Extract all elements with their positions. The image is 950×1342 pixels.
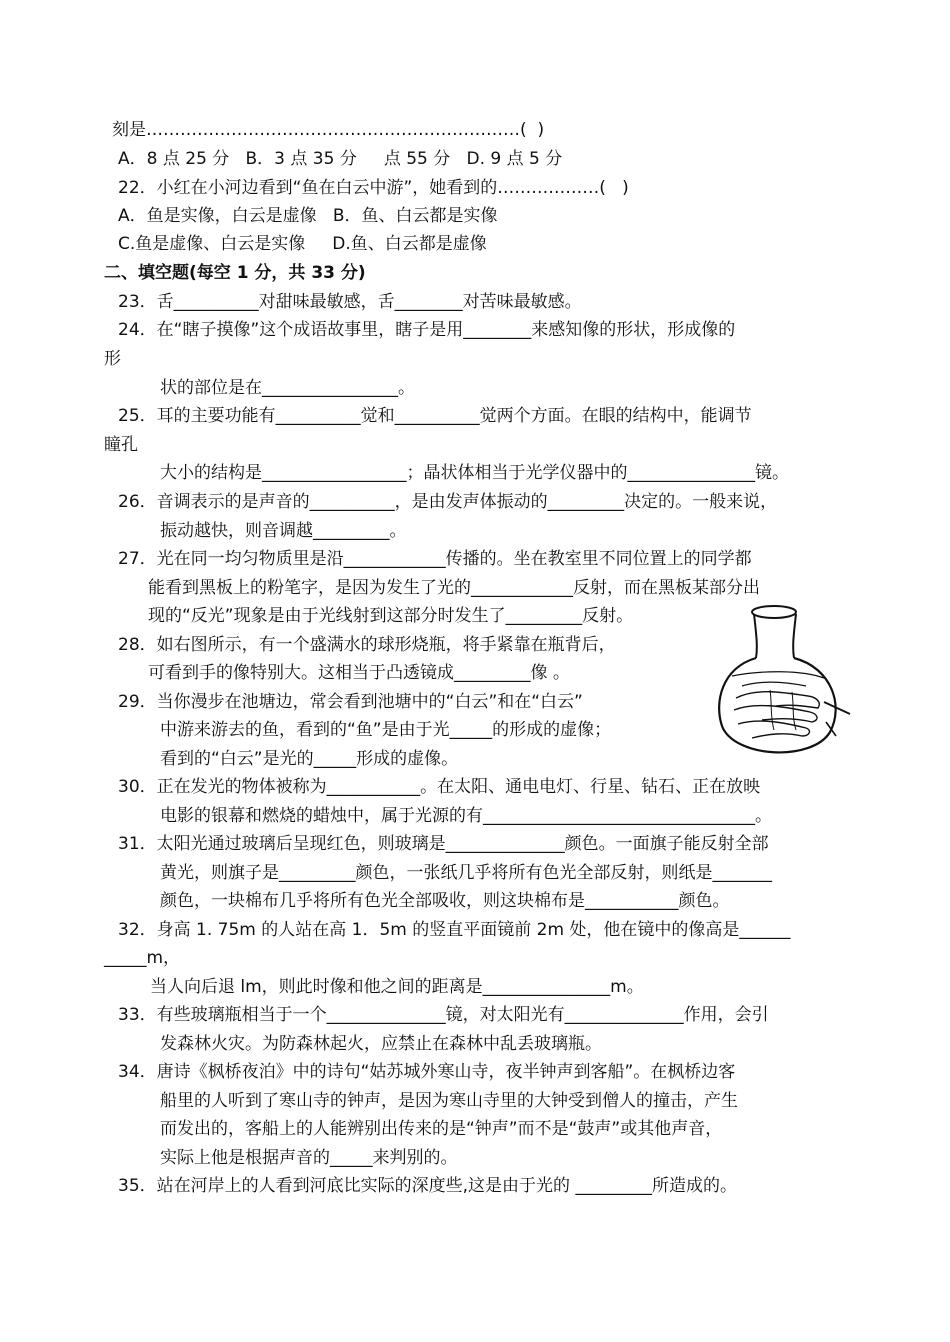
text-line: A．鱼是实像，白云是虚像 B．鱼、白云都是实像 — [118, 206, 498, 226]
text-line: 状的部位是在________________。 — [160, 378, 415, 398]
flask-with-hand-illustration — [712, 602, 852, 762]
text-line: 瞳孔 — [104, 435, 138, 455]
text-line: 刻是…………………………………………………………( ) — [112, 120, 545, 140]
text-line: 25．耳的主要功能有__________觉和__________觉两个方面。在眼的结构中，能调节 — [118, 406, 752, 426]
text-line: 30．正在发光的物体被称为___________。在太阳、通电电灯、行星、钻石、正在放映 — [118, 777, 761, 797]
text-line: 黄光，则旗子是_________颜色，一张纸几乎将所有色光全部反射，则纸是_______ — [160, 863, 772, 883]
text-line: 中游来游去的鱼，看到的“鱼”是由于光_____的形成的虚像； — [160, 720, 612, 740]
text-line: 22．小红在小河边看到“鱼在白云中游”，她看到的………………( ) — [118, 178, 629, 198]
text-line: 船里的人听到了寒山寺的钟声，是因为寒山寺里的大钟受到僧人的撞击，产生 — [160, 1091, 738, 1111]
text-line: 35．站在河岸上的人看到河底比实际的深度些,这是由于光的 _________所造成的。 — [118, 1176, 737, 1196]
text-line: 能看到黑板上的粉笔字，是因为发生了光的____________反射，而在黑板某部分出 — [148, 578, 760, 598]
text-line: 31．太阳光通过玻璃后呈现红色，则玻璃是______________颜色。一面旗子能反射全部 — [118, 834, 769, 854]
text-line: 29．当你漫步在池塘边，常会看到池塘中的“白云”和在“白云” — [118, 692, 583, 712]
text-line: 发森林火灾。为防森林起火，应禁止在森林中乱丢玻璃瓶。 — [160, 1034, 602, 1054]
text-line: 大小的结构是_________________；晶状体相当于光学仪器中的_______________镜。 — [160, 463, 789, 483]
text-line: 振动越快，则音调越_________。 — [160, 521, 407, 541]
text-line: 23．舌__________对甜味最敏感，舌________对苦味最敏感。 — [118, 292, 582, 312]
text-line: C.鱼是虚像、白云是实像 D.鱼、白云都是虚像 — [118, 234, 487, 254]
text-line: 24．在“瞎子摸像”这个成语故事里，瞎子是用________来感知像的形状，形成像的 — [118, 320, 736, 340]
section-heading: 二、填空题(每空 1 分，共 33 分) — [104, 263, 366, 283]
text-line: 看到的“白云”是光的_____形成的虚像。 — [160, 749, 459, 769]
text-line: 形 — [104, 349, 121, 369]
text-line: 现的“反光”现象是由于光线射到这部分时发生了_________反射。 — [148, 606, 634, 626]
text-line: 当人向后退 lm，则此时像和他之间的距离是_______________m。 — [150, 977, 644, 997]
text-line: A．8 点 25 分 B．3 点 35 分 点 55 分 D. 9 点 5 分 — [118, 149, 563, 169]
text-line: 28．如右图所示，有一个盛满水的球形烧瓶，将手紧靠在瓶背后， — [118, 635, 616, 655]
text-line: 可看到手的像特别大。这相当于凸透镜成_________像 。 — [148, 663, 570, 683]
text-line: 33．有些玻璃瓶相当于一个______________镜，对太阳光有______________作用，会引 — [118, 1005, 769, 1025]
text-line: 而发出的，客船上的人能辨别出传来的是“钟声”而不是“鼓声”或其他声音， — [160, 1119, 723, 1139]
text-line: 34．唐诗《枫桥夜泊》中的诗句“姑苏城外寒山寺，夜半钟声到客船”。在枫桥边客 — [118, 1062, 736, 1082]
text-line: _____m， — [104, 948, 181, 968]
text-line: 26．音调表示的是声音的__________，是由发声体振动的_________决定的。一般来说， — [118, 492, 778, 512]
text-line: 27．光在同一均匀物质里是沿____________传播的。坐在教室里不同位置上的同学都 — [118, 549, 752, 569]
text-line: 电影的银幕和燃烧的蜡烛中，属于光源的有________________________________。 — [160, 806, 772, 826]
text-line: 颜色，一块棉布几乎将所有色光全部吸收，则这块棉布是___________颜色。 — [160, 891, 730, 911]
text-line: 32．身高 1. 75m 的人站在高 1．5m 的竖直平面镜前 2m 处，他在镜中的像高是______ — [118, 920, 791, 940]
text-line: 实际上他是根据声音的_____来判别的。 — [160, 1148, 458, 1168]
